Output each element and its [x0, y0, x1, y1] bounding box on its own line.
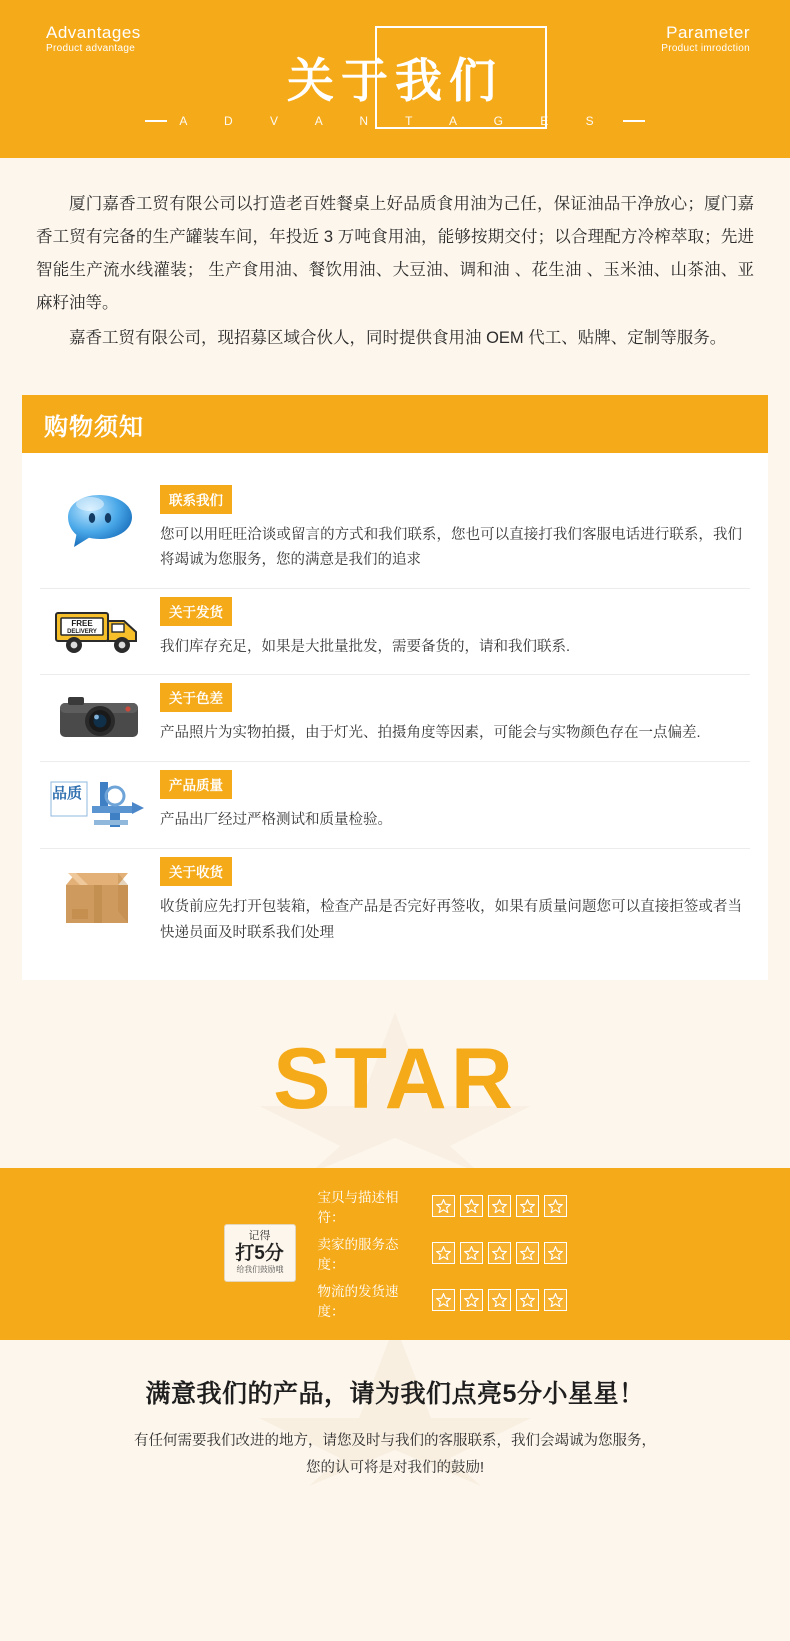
rating-row — [318, 1280, 567, 1320]
chat-bubble-icon — [40, 485, 160, 553]
intro-paragraph-2: 嘉香工贸有限公司，现招募区域合伙人，同时提供食用油 OEM 代工、贴牌、定制等服务。 — [69, 329, 727, 347]
banner-subtitle-row — [0, 114, 790, 128]
notice-text: 收货前应先打开包装箱，检查产品是否完好再签收，如果有质量问题您可以直接拒签或者当快递员面及时联系我们处理 — [160, 899, 742, 941]
banner-dash-left — [145, 120, 167, 122]
shopping-notice-header — [22, 395, 768, 453]
notice-item — [40, 589, 750, 675]
rating-badge-line1: 记得 — [248, 1230, 271, 1243]
notice-item — [40, 477, 750, 589]
footer-line-1: 有任何需要我们改进的地方，请您及时与我们的客服联系，我们会竭诚为您服务， — [134, 1432, 656, 1449]
banner-left-title: Advantages — [46, 23, 141, 42]
star-icon[interactable] — [516, 1195, 539, 1217]
notice-text: 产品照片为实物拍摄，由于灯光、拍摄角度等因素，可能会与实物颜色存在一点偏差. — [160, 725, 701, 742]
rating-label: 卖家的服务态度： — [317, 1236, 399, 1272]
rating-rows — [318, 1186, 567, 1320]
camera-icon — [40, 683, 160, 747]
delivery-truck-icon — [40, 597, 160, 659]
svg-text:DELIVERY: DELIVERY — [67, 628, 97, 635]
banner-subtitle-letters: A D V A N T A G E S — [179, 114, 611, 128]
shopping-notice-title: 购物须知 — [44, 413, 144, 441]
notice-item — [40, 849, 750, 960]
notice-body — [160, 683, 750, 746]
rating-badge-line2: 打5分 — [235, 1242, 284, 1264]
star-icon[interactable] — [432, 1242, 455, 1264]
notice-item — [40, 762, 750, 849]
notice-tag: 关于发货 — [160, 597, 232, 626]
rating-row — [318, 1233, 567, 1273]
quality-caliper-icon — [40, 770, 160, 834]
star-icon[interactable] — [460, 1289, 483, 1311]
notice-item — [40, 675, 750, 762]
star-icon[interactable] — [544, 1195, 567, 1217]
star-icon[interactable] — [516, 1242, 539, 1264]
rating-band — [0, 1168, 790, 1340]
star-icon[interactable] — [544, 1289, 567, 1311]
page-footer — [0, 1340, 790, 1513]
page-banner — [0, 0, 790, 158]
star-icon[interactable] — [432, 1289, 455, 1311]
rating-label: 宝贝与描述相符： — [317, 1189, 399, 1225]
notice-text: 您可以用旺旺洽谈或留言的方式和我们联系，您也可以直接打我们客服电话进行联系，我们将竭诚为您服务，您的满意是我们的追求 — [160, 527, 742, 569]
star-icon[interactable] — [488, 1195, 511, 1217]
rating-label: 物流的发货速度： — [317, 1283, 399, 1319]
footer-heading: 满意我们的产品，请为我们点亮5分小星星！ — [145, 1379, 645, 1408]
star-icon[interactable] — [544, 1242, 567, 1264]
rating-badge — [224, 1224, 296, 1281]
page-title: 关于我们 — [287, 56, 503, 108]
intro-paragraph-1: 厦门嘉香工贸有限公司以打造老百姓餐桌上好品质食用油为己任，保证油品干净放心；厦门嘉香工贸有完备的生产罐装车间，年投近 3 万吨食用油，能够按期交付；以合理配方冷榨萃取；先进智能生产流水线灌装； 生产食用油、餐饮用油、大豆油、调和油 、花生油 、玉米油、山茶油、亚麻籽油等。 — [36, 195, 754, 312]
star-icon[interactable] — [432, 1195, 455, 1217]
star-icon[interactable] — [460, 1242, 483, 1264]
banner-right-title: Parameter — [666, 23, 750, 42]
company-intro — [0, 158, 790, 381]
footer-line-2: 您的认可将是对我们的鼓励! — [305, 1460, 485, 1477]
notice-body — [160, 597, 750, 660]
notice-tag: 联系我们 — [160, 485, 232, 514]
star-rating-control[interactable] — [432, 1242, 567, 1264]
star-icon[interactable] — [488, 1242, 511, 1264]
svg-text:品质: 品质 — [52, 785, 83, 803]
svg-text:FREE: FREE — [71, 618, 93, 628]
notice-tag: 关于色差 — [160, 683, 232, 712]
notice-tag: 关于收货 — [160, 857, 232, 886]
notice-body — [160, 485, 750, 574]
notice-body — [160, 857, 750, 946]
banner-dash-right — [623, 120, 645, 122]
notice-text: 产品出厂经过严格测试和质量检验。 — [160, 812, 392, 829]
rating-row — [318, 1186, 567, 1226]
notice-body — [160, 770, 750, 833]
star-icon[interactable] — [516, 1289, 539, 1311]
banner-left-subtitle: Product advantage — [46, 43, 136, 55]
notice-text: 我们库存充足，如果是大批量批发，需要备货的，请和我们联系. — [160, 638, 571, 655]
rating-badge-line3: 给我们鼓励哦 — [236, 1264, 283, 1274]
star-rating-control[interactable] — [432, 1195, 567, 1217]
star-icon[interactable] — [460, 1195, 483, 1217]
notice-tag: 产品质量 — [160, 770, 232, 799]
star-word: STAR — [273, 1030, 517, 1127]
star-icon[interactable] — [488, 1289, 511, 1311]
star-word-block — [0, 998, 790, 1168]
carton-box-icon — [40, 857, 160, 929]
banner-right-subtitle: Product imrodction — [661, 43, 750, 55]
star-rating-control[interactable] — [432, 1289, 567, 1311]
shopping-notice-list — [22, 453, 768, 980]
